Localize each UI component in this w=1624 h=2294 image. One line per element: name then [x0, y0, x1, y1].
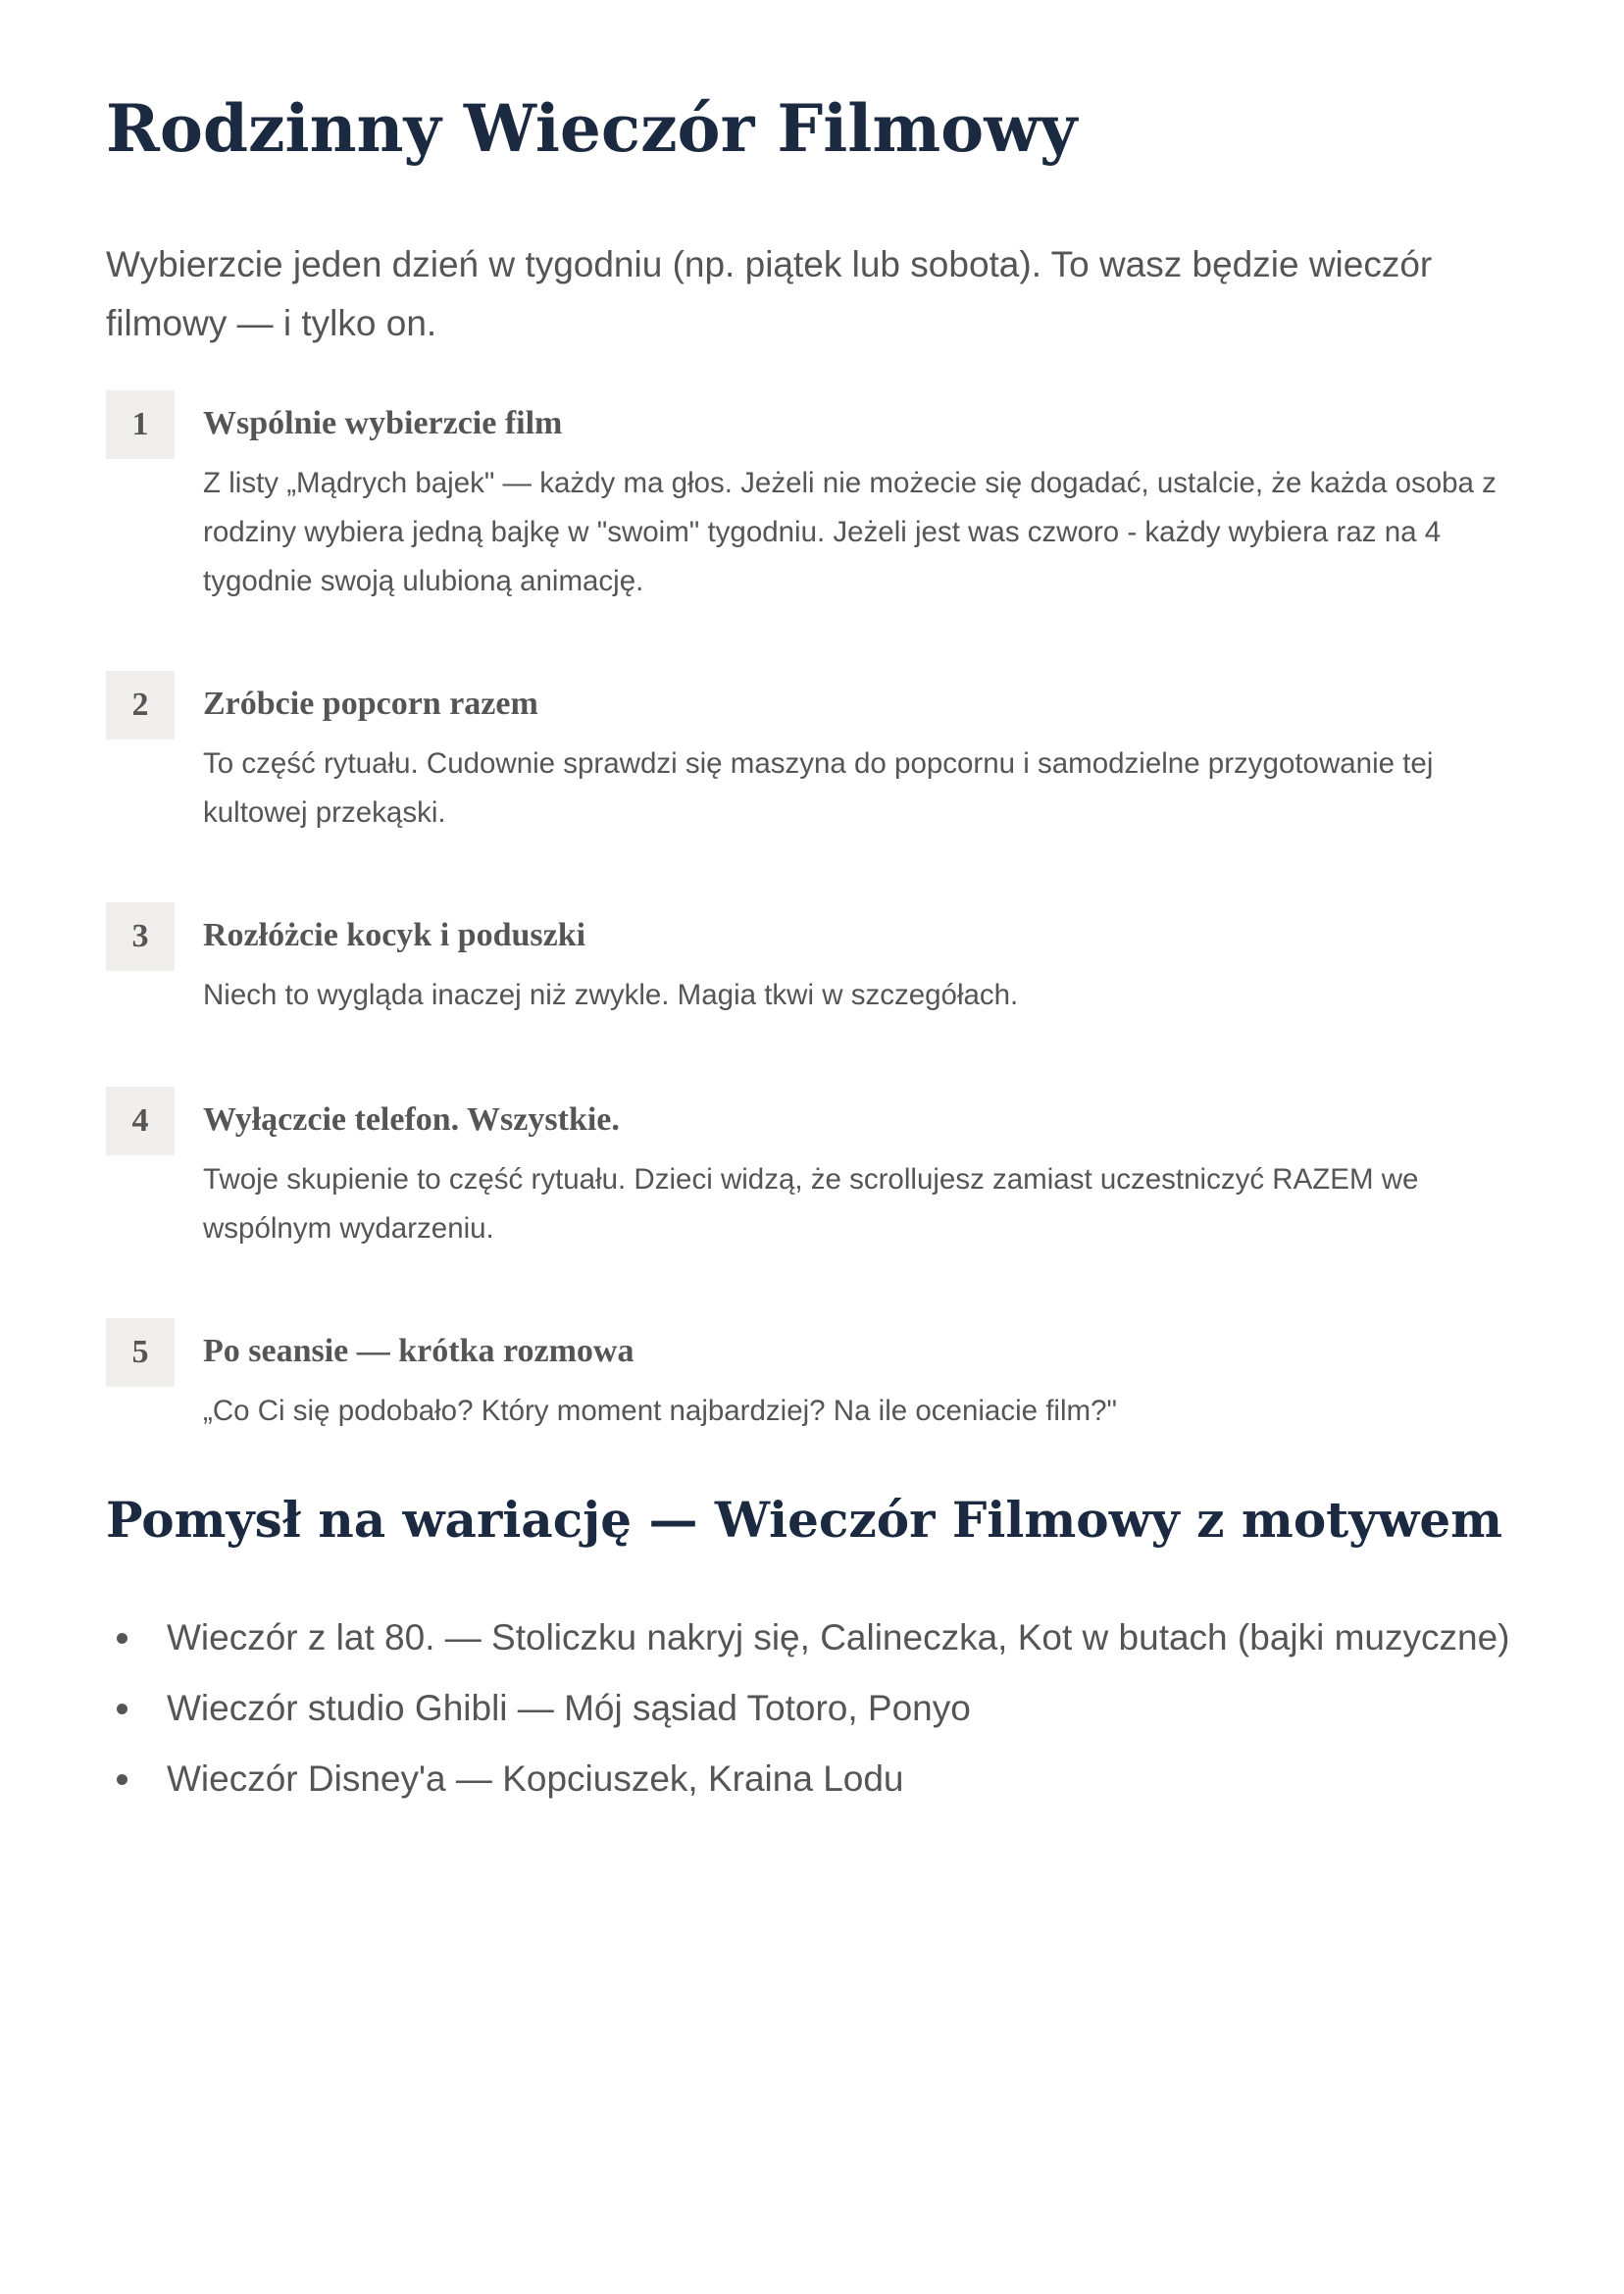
list-item: [106, 1750, 1518, 1809]
step-number-badge: 5: [106, 1318, 175, 1387]
list-item-text: Wieczór z lat 80. — Stoliczku nakryj się, Calineczka, Kot w butach (bajki muzyczne): [167, 1617, 1510, 1657]
step-title: Rozłóżcie kocyk i poduszki: [203, 917, 586, 953]
step-description: Twoje skupienie to część rytuału. Dzieci widzą, że scrollujesz zamiast uczestniczyć RAZEM we wspólnym wydarzeniu.: [203, 1163, 1419, 1245]
list-item-text: Wieczór studio Ghibli — Mój sąsiad Totoro, Ponyo: [167, 1688, 971, 1728]
step-number-badge: 1: [106, 390, 175, 459]
bullet-icon: [117, 1704, 127, 1714]
step-title: Wspólnie wybierzcie film: [203, 405, 563, 441]
step-description: Niech to wygląda inaczej niż zwykle. Magia tkwi w szczegółach.: [203, 979, 1019, 1011]
step-title: Zróbcie popcorn razem: [203, 686, 538, 722]
step-description: Z listy „Mądrych bajek" — każdy ma głos. Jeżeli nie możecie się dogadać, ustalcie, że każda osoba z rodziny wybiera jedną bajkę w "swoim" tygodniu. Jeżeli jest was czworo - każdy wybiera raz na 4 tygodnie swoją ulubioną animację.: [203, 467, 1497, 597]
bullet-icon: [117, 1633, 127, 1644]
step-title: Po seansie — krótka rozmowa: [203, 1333, 634, 1369]
step-description: „Co Ci się podobało? Który moment najbardziej? Na ile oceniacie film?": [203, 1395, 1117, 1427]
list-item: [106, 1679, 1518, 1738]
variations-list: [106, 1608, 1518, 1820]
page-title: Rodzinny Wieczór Filmowy: [106, 90, 1078, 167]
step-number-badge: 4: [106, 1087, 175, 1155]
list-item-text: Wieczór Disney'a — Kopciuszek, Kraina Lodu: [167, 1759, 904, 1799]
step-description: To część rytuału. Cudownie sprawdzi się maszyna do popcornu i samodzielne przygotowanie tej kultowej przekąski.: [203, 747, 1434, 829]
step-number-badge: 3: [106, 902, 175, 971]
intro-paragraph: Wybierzcie jeden dzień w tygodniu (np. piątek lub sobota). To wasz będzie wieczór filmowy — i tylko on.: [106, 244, 1433, 343]
step-number-badge: 2: [106, 671, 175, 739]
bullet-icon: [117, 1774, 127, 1785]
step-title: Wyłączcie telefon. Wszystkie.: [203, 1101, 620, 1138]
variations-heading: Pomysł na wariację — Wieczór Filmowy z motywem: [106, 1491, 1503, 1549]
list-item: [106, 1608, 1518, 1667]
